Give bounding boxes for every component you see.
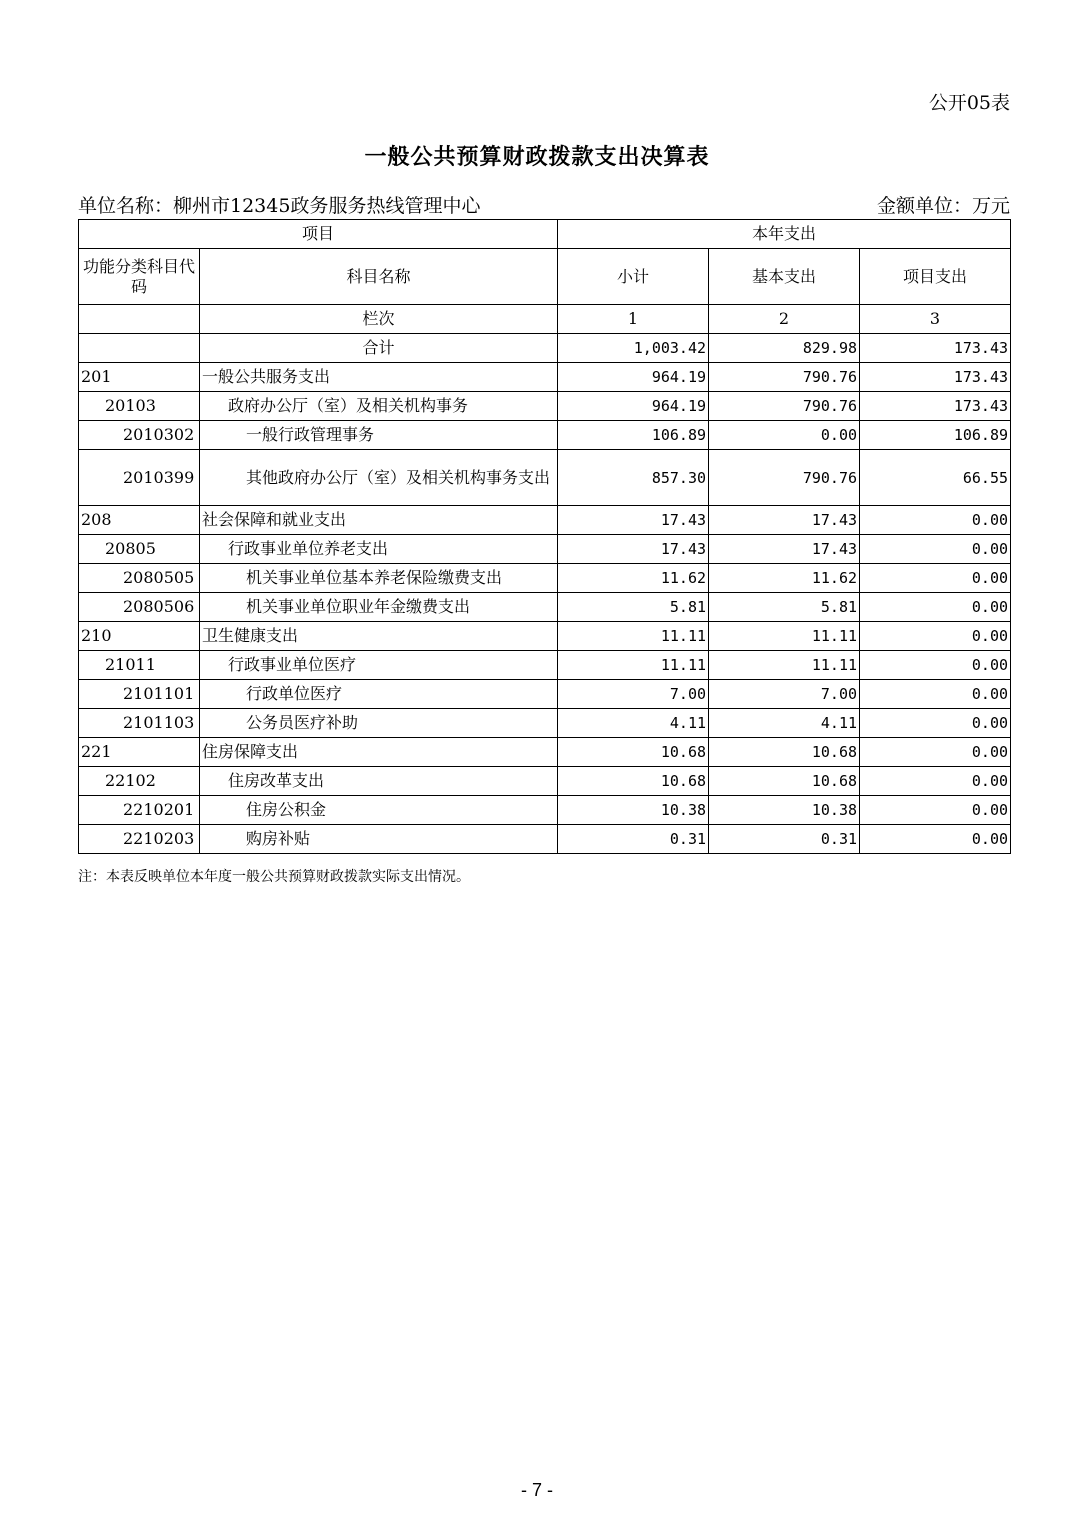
- row-project: 0.00: [860, 738, 1011, 767]
- row-project: 0.00: [860, 796, 1011, 825]
- row-name: 其他政府办公厅（室）及相关机构事务支出: [200, 450, 558, 506]
- row-code: 2010399: [79, 450, 200, 506]
- row-project: 0.00: [860, 709, 1011, 738]
- table-row: [79, 593, 1011, 622]
- column-number-label: 栏次: [200, 305, 558, 334]
- table-row: [79, 680, 1011, 709]
- amount-unit: 金额单位：万元: [876, 195, 1010, 217]
- total-subtotal: 1,003.42: [558, 334, 709, 363]
- row-code: 2210203: [79, 825, 200, 854]
- row-basic: 11.62: [709, 564, 860, 593]
- header-name: 科目名称: [200, 249, 558, 305]
- row-basic: 7.00: [709, 680, 860, 709]
- row-subtotal: 11.62: [558, 564, 709, 593]
- row-project: 0.00: [860, 767, 1011, 796]
- row-name: 购房补贴: [200, 825, 558, 854]
- row-name: 行政事业单位医疗: [200, 651, 558, 680]
- column-number-2: 2: [709, 305, 860, 334]
- total-project: 173.43: [860, 334, 1011, 363]
- row-basic: 10.68: [709, 767, 860, 796]
- row-subtotal: 4.11: [558, 709, 709, 738]
- budget-table: [78, 219, 1011, 854]
- table-row: [79, 738, 1011, 767]
- row-basic: 0.00: [709, 421, 860, 450]
- table-row: [79, 506, 1011, 535]
- table-row: [79, 535, 1011, 564]
- document-title: 一般公共预算财政拨款支出决算表: [364, 144, 710, 170]
- row-code: 2080506: [79, 593, 200, 622]
- table-row: [79, 564, 1011, 593]
- row-name: 社会保障和就业支出: [200, 506, 558, 535]
- row-subtotal: 0.31: [558, 825, 709, 854]
- table-row: [79, 825, 1011, 854]
- row-name: 机关事业单位基本养老保险缴费支出: [200, 564, 558, 593]
- row-basic: 17.43: [709, 506, 860, 535]
- row-basic: 790.76: [709, 450, 860, 506]
- row-basic: 790.76: [709, 392, 860, 421]
- row-subtotal: 857.30: [558, 450, 709, 506]
- row-basic: 11.11: [709, 622, 860, 651]
- header-row-2: [79, 249, 1011, 305]
- row-name: 住房公积金: [200, 796, 558, 825]
- row-basic: 17.43: [709, 535, 860, 564]
- column-number-row: [79, 305, 1011, 334]
- row-subtotal: 17.43: [558, 506, 709, 535]
- row-code: 2010302: [79, 421, 200, 450]
- table-row: [79, 622, 1011, 651]
- row-code: 2101103: [79, 709, 200, 738]
- row-name: 行政单位医疗: [200, 680, 558, 709]
- total-label: 合计: [200, 334, 558, 363]
- row-name: 政府办公厅（室）及相关机构事务: [200, 392, 558, 421]
- table-row: [79, 450, 1011, 506]
- row-code: 208: [79, 506, 200, 535]
- table-row: [79, 392, 1011, 421]
- row-subtotal: 10.68: [558, 767, 709, 796]
- table-row: [79, 421, 1011, 450]
- row-project: 173.43: [860, 392, 1011, 421]
- row-subtotal: 11.11: [558, 622, 709, 651]
- row-project: 66.55: [860, 450, 1011, 506]
- header-basic: 基本支出: [709, 249, 860, 305]
- table-note: 注：本表反映单位本年度一般公共预算财政拨款实际支出情况。: [78, 869, 470, 885]
- row-project: 173.43: [860, 363, 1011, 392]
- row-code: 210: [79, 622, 200, 651]
- column-number-3: 3: [860, 305, 1011, 334]
- row-code: 20805: [79, 535, 200, 564]
- row-project: 0.00: [860, 535, 1011, 564]
- row-basic: 11.11: [709, 651, 860, 680]
- header-subtotal: 小计: [558, 249, 709, 305]
- row-code: 2080505: [79, 564, 200, 593]
- header-item: 项目: [79, 220, 558, 249]
- row-subtotal: 7.00: [558, 680, 709, 709]
- row-name: 住房改革支出: [200, 767, 558, 796]
- row-subtotal: 17.43: [558, 535, 709, 564]
- row-code: 2210201: [79, 796, 200, 825]
- header-row-1: [79, 220, 1011, 249]
- row-name: 公务员医疗补助: [200, 709, 558, 738]
- total-basic: 829.98: [709, 334, 860, 363]
- row-code: 20103: [79, 392, 200, 421]
- row-basic: 5.81: [709, 593, 860, 622]
- table-row: [79, 363, 1011, 392]
- row-name: 行政事业单位养老支出: [200, 535, 558, 564]
- table-row: [79, 651, 1011, 680]
- row-project: 0.00: [860, 825, 1011, 854]
- row-code: 221: [79, 738, 200, 767]
- row-project: 0.00: [860, 593, 1011, 622]
- header-project: 项目支出: [860, 249, 1011, 305]
- row-subtotal: 964.19: [558, 392, 709, 421]
- row-code: 21011: [79, 651, 200, 680]
- row-project: 106.89: [860, 421, 1011, 450]
- row-code: 201: [79, 363, 200, 392]
- row-project: 0.00: [860, 651, 1011, 680]
- column-number-empty: [79, 305, 200, 334]
- total-row: [79, 334, 1011, 363]
- row-basic: 4.11: [709, 709, 860, 738]
- row-project: 0.00: [860, 680, 1011, 709]
- row-name: 机关事业单位职业年金缴费支出: [200, 593, 558, 622]
- header-current-year: 本年支出: [558, 220, 1011, 249]
- row-project: 0.00: [860, 564, 1011, 593]
- row-basic: 10.68: [709, 738, 860, 767]
- table-row: [79, 767, 1011, 796]
- row-subtotal: 106.89: [558, 421, 709, 450]
- unit-name: 单位名称：柳州市12345政务服务热线管理中心: [78, 195, 481, 217]
- page-number: - 7 -: [520, 1480, 553, 1500]
- row-basic: 790.76: [709, 363, 860, 392]
- header-code: 功能分类科目代码: [79, 249, 200, 305]
- row-subtotal: 11.11: [558, 651, 709, 680]
- total-empty: [79, 334, 200, 363]
- row-subtotal: 5.81: [558, 593, 709, 622]
- row-name: 卫生健康支出: [200, 622, 558, 651]
- row-basic: 10.38: [709, 796, 860, 825]
- column-number-1: 1: [558, 305, 709, 334]
- row-project: 0.00: [860, 506, 1011, 535]
- row-subtotal: 10.38: [558, 796, 709, 825]
- row-name: 一般行政管理事务: [200, 421, 558, 450]
- table-row: [79, 796, 1011, 825]
- row-subtotal: 10.68: [558, 738, 709, 767]
- table-row: [79, 709, 1011, 738]
- row-subtotal: 964.19: [558, 363, 709, 392]
- row-basic: 0.31: [709, 825, 860, 854]
- row-code: 2101101: [79, 680, 200, 709]
- row-name: 住房保障支出: [200, 738, 558, 767]
- row-name: 一般公共服务支出: [200, 363, 558, 392]
- row-project: 0.00: [860, 622, 1011, 651]
- row-code: 22102: [79, 767, 200, 796]
- form-number: 公开05表: [928, 92, 1010, 114]
